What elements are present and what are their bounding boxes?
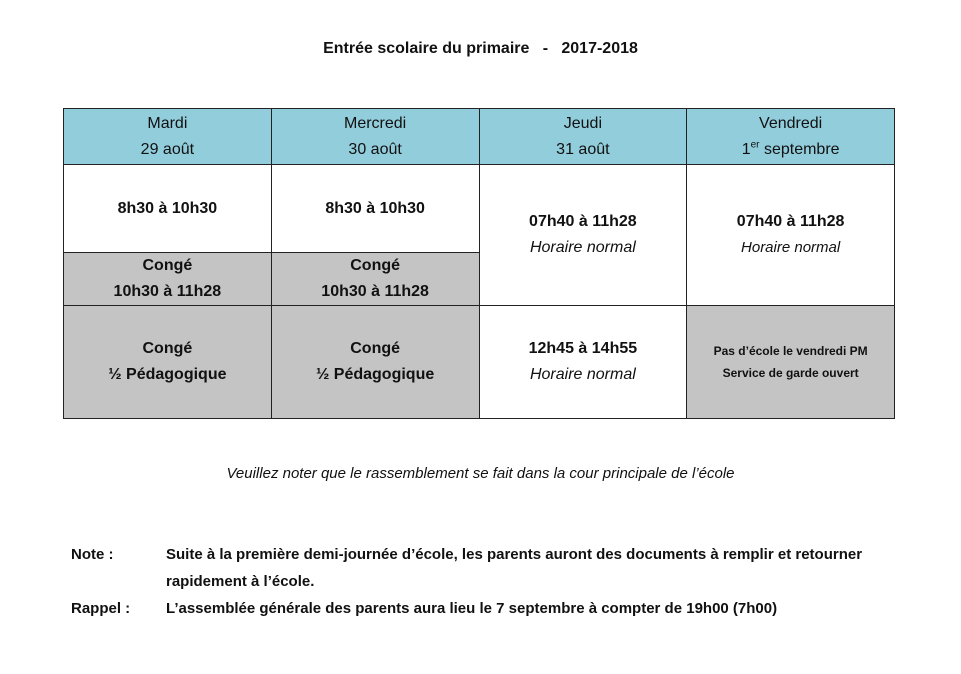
mardi-morning-cell <box>64 165 272 253</box>
vendredi-afternoon-line1: Pas d’école le vendredi PM <box>713 344 868 358</box>
reminder-label: Rappel : <box>71 600 131 617</box>
jeudi-afternoon-time: 12h45 à 14h55 <box>528 340 638 357</box>
reminder-row <box>71 595 886 622</box>
day-name: Mardi <box>147 114 188 132</box>
table-row <box>64 306 895 419</box>
mercredi-afternoon-label: Congé <box>350 340 401 357</box>
day-name: Mercredi <box>344 114 407 132</box>
header-jeudi <box>479 109 687 165</box>
mardi-afternoon-label: Congé <box>142 340 193 357</box>
jeudi-afternoon-cell <box>479 306 687 419</box>
date-rest: septembre <box>759 140 840 158</box>
schedule-table <box>63 108 895 419</box>
header-mardi <box>64 109 272 165</box>
mercredi-conge-label: Congé <box>350 257 401 274</box>
mardi-afternoon-sub: ½ Pédagogique <box>108 366 227 383</box>
mercredi-afternoon-cell <box>271 306 479 419</box>
vendredi-morning-note: Horaire normal <box>741 239 841 256</box>
day-date: 30 août <box>348 140 402 158</box>
header-mercredi <box>271 109 479 165</box>
table-header-row <box>64 109 895 165</box>
mardi-conge-label: Congé <box>142 257 193 274</box>
mardi-conge-time: 10h30 à 11h28 <box>113 283 222 300</box>
reminder-text: L’assemblée générale des parents aura lieu le 7 septembre à compter de 19h00 (7h00) <box>166 600 778 617</box>
jeudi-morning-note: Horaire normal <box>529 239 636 256</box>
jeudi-afternoon-note: Horaire normal <box>529 366 636 383</box>
vendredi-morning-cell <box>687 165 895 306</box>
vendredi-afternoon-line2: Service de garde ouvert <box>722 366 859 380</box>
mardi-morning-time: 8h30 à 10h30 <box>117 199 218 217</box>
note-text: Suite à la première demi-journée d’école, les parents auront des documents à remplir et retourner rapidement à l’école. <box>166 546 863 590</box>
note-label: Note : <box>71 546 114 563</box>
jeudi-morning-time: 07h40 à 11h28 <box>529 213 637 230</box>
page-title: Entrée scolaire du primaire - 2017-2018 <box>323 40 638 57</box>
mercredi-afternoon-sub: ½ Pédagogique <box>316 366 435 383</box>
day-date <box>691 137 890 163</box>
note-row <box>71 541 886 595</box>
gathering-notice: Veuillez noter que le rassemblement se fait dans la cour principale de l’école <box>226 465 735 482</box>
mardi-conge-cell <box>64 253 272 306</box>
jeudi-morning-cell <box>479 165 687 306</box>
vendredi-afternoon-cell <box>687 306 895 419</box>
day-name: Jeudi <box>563 114 602 132</box>
day-date: 31 août <box>556 140 610 158</box>
mardi-afternoon-cell <box>64 306 272 419</box>
vendredi-morning-time: 07h40 à 11h28 <box>736 213 845 230</box>
day-date: 29 août <box>140 140 195 158</box>
date-number: 1 <box>741 140 751 158</box>
header-vendredi <box>687 109 895 165</box>
date-superscript: er <box>750 139 760 151</box>
day-name: Vendredi <box>759 114 823 132</box>
mercredi-conge-time: 10h30 à 11h28 <box>321 283 429 300</box>
notes-section <box>71 541 886 622</box>
table-row <box>64 165 895 253</box>
mercredi-conge-cell <box>271 253 479 306</box>
mercredi-morning-time: 8h30 à 10h30 <box>325 199 425 217</box>
mercredi-morning-cell <box>271 165 479 253</box>
